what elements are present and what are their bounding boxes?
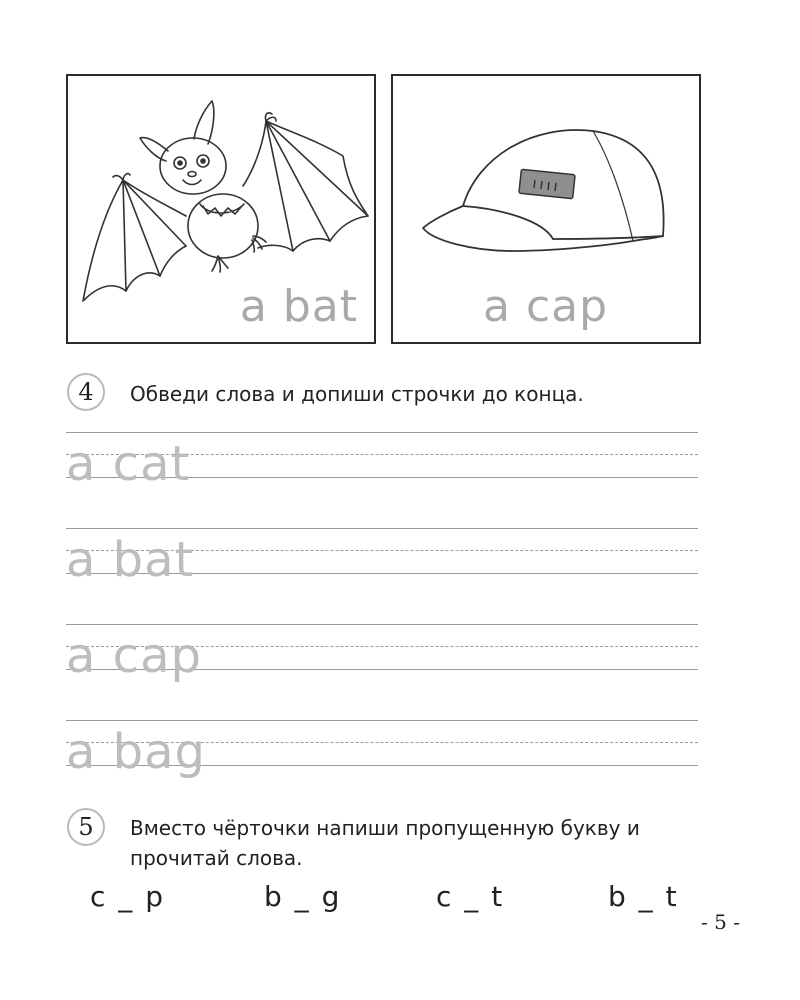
task-4-instruction: Обведи слова и допиши строчки до конца.: [130, 382, 584, 406]
cap-picture-box: [391, 74, 701, 344]
page-number: - 5 -: [701, 910, 740, 934]
task-5-instruction: Вместо чёрточки напиши пропущенную букву и прочитай слова.: [130, 816, 640, 870]
blank-word-1[interactable]: c _ p: [90, 880, 165, 913]
picture-word-cap: a cap: [483, 281, 609, 332]
blank-word-2[interactable]: b _ g: [264, 880, 342, 913]
task-5-number: 5: [67, 808, 105, 846]
task-4-number: 4: [67, 373, 105, 411]
trace-word: a bat: [66, 532, 195, 588]
picture-word-bat: a bat: [239, 281, 358, 332]
blank-word-3[interactable]: c _ t: [436, 880, 505, 913]
blank-word-4[interactable]: b _ t: [608, 880, 679, 913]
trace-word: a cat: [66, 436, 191, 492]
trace-word: a bag: [66, 724, 207, 780]
bat-picture-box: [66, 74, 376, 344]
trace-word: a cap: [66, 628, 202, 684]
